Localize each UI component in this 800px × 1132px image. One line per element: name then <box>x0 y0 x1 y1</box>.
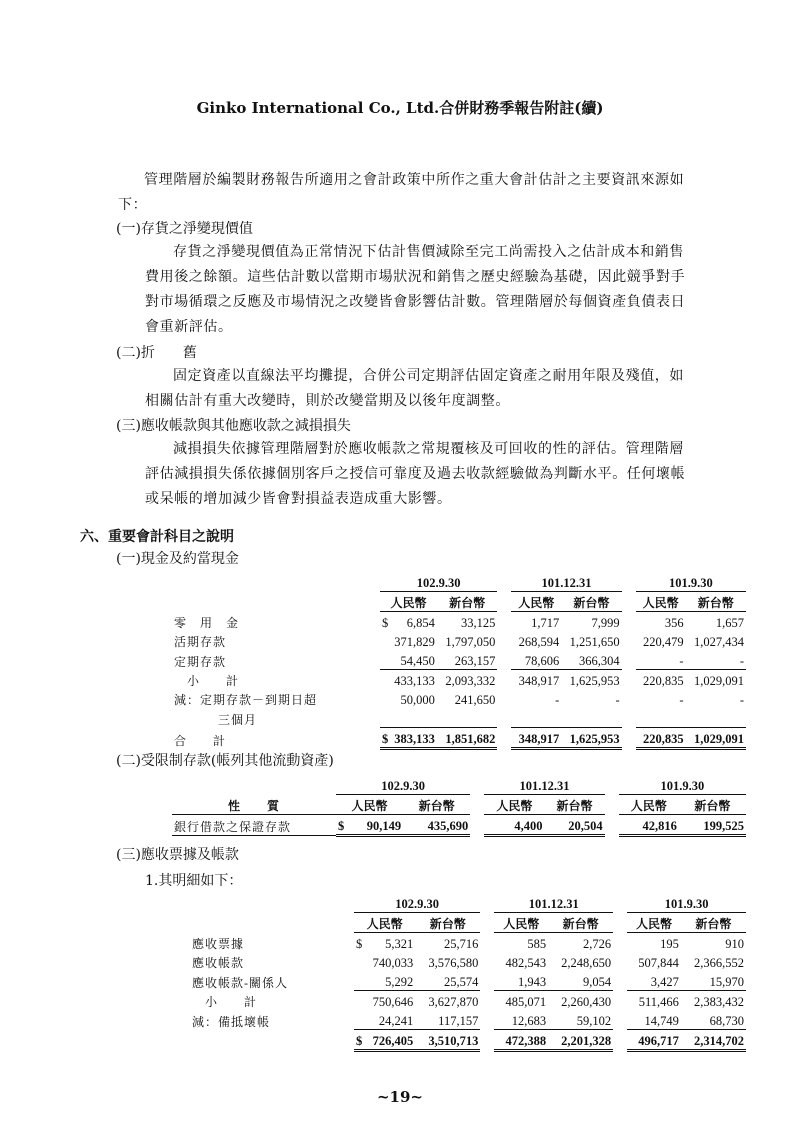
cell-value: 50,000 <box>400 693 435 707</box>
cell-value: 241,650 <box>454 693 496 707</box>
body-line: 對市場循環之反應及市場情況之改變皆會影響估計數。管理階層於每個資產負債表日 <box>145 294 686 310</box>
cell-value: 726,405 <box>372 1034 414 1048</box>
cell-value: 3,627,870 <box>428 995 479 1009</box>
cell-value: - <box>555 693 560 707</box>
cell-value: 20,504 <box>544 815 604 836</box>
row-label: 小 計 <box>174 674 240 688</box>
cash-heading: (一)現金及約當現金 <box>116 551 239 567</box>
cell-value: 5,292 <box>354 971 415 991</box>
cell-value: 59,102 <box>548 1010 613 1030</box>
cell-value: 33,125 <box>460 616 496 630</box>
page-number: ~19~ <box>376 1088 423 1106</box>
row-label: 三個月 <box>218 712 258 727</box>
cell-value: 511,466 <box>638 995 679 1009</box>
currency-header: 新台幣 <box>681 913 746 933</box>
currency-header: 新台幣 <box>679 795 746 815</box>
cell-value: - <box>686 650 746 670</box>
period-header: 101.9.30 <box>636 572 746 592</box>
cell-value: - <box>739 693 744 707</box>
cell-value: 2,201,328 <box>548 1030 613 1051</box>
currency-header: 人民幣 <box>380 592 437 612</box>
cell-value: 1,943 <box>494 971 548 991</box>
currency-header: 新台幣 <box>403 795 470 815</box>
report-title: Ginko International Co., Ltd.合併財務季報告附註(續) <box>196 99 604 117</box>
period-header: 102.9.30 <box>354 893 480 913</box>
cell-value: 750,646 <box>372 995 414 1009</box>
cell-value: 371,829 <box>394 635 435 649</box>
currency-header: 新台幣 <box>548 913 613 933</box>
receivables-subheading: 1.其明細如下： <box>145 873 243 889</box>
currency-header: 人民幣 <box>336 795 403 815</box>
cell-value: 366,304 <box>561 650 621 670</box>
cell-value: 4,400 <box>484 815 544 836</box>
cell-value: 507,844 <box>638 956 679 970</box>
cell-value: 2,726 <box>583 937 612 951</box>
dollar-sign: $ <box>382 732 389 746</box>
table-header-currencies <box>172 913 746 933</box>
table-row <box>172 952 746 971</box>
currency-header: 人民幣 <box>494 913 548 933</box>
cell-value: 496,717 <box>627 1030 681 1051</box>
cell-value: 910 <box>725 937 744 951</box>
cell-value: 1,027,434 <box>694 635 744 649</box>
cell-value: 1,625,953 <box>561 728 621 749</box>
table-row <box>172 933 746 953</box>
cell-value: 220,835 <box>642 674 684 688</box>
period-header: 101.12.31 <box>484 775 604 795</box>
receivables-heading: (三)應收票據及帳款 <box>116 847 239 863</box>
row-label <box>172 1030 354 1051</box>
dollar-sign: $ <box>382 616 389 630</box>
part-six-heading: 六、重要會計科目之說明 <box>80 529 234 545</box>
cell-value: 3,576,580 <box>428 956 479 970</box>
section-body-impairment <box>145 437 685 512</box>
cell-value: 383,133 <box>394 732 435 746</box>
currency-header: 人民幣 <box>354 913 415 933</box>
cell-value: 1,851,682 <box>437 728 497 749</box>
currency-header: 人民幣 <box>627 913 681 933</box>
table-header-currencies <box>172 592 746 612</box>
row-label: 定期存款 <box>174 654 227 669</box>
cell-value: 199,525 <box>679 815 746 836</box>
cell-value: 1,717 <box>531 616 560 630</box>
body-line: 費用後之餘額。這些估計數以當期市場狀況和銷售之歷史經驗為基礎，因此競爭對手 <box>145 269 686 285</box>
cell-value: 485,071 <box>505 995 547 1009</box>
cell-value: 195 <box>660 937 679 951</box>
period-header: 102.9.30 <box>336 775 470 795</box>
body-line: 減損損失依據管理階層對於應收帳款之常規覆核及可回收的性的評估。管理階層 <box>173 441 684 457</box>
body-line: 固定資產以直線法平均攤提，合併公司定期評估固定資產之耐用年限及殘值，如 <box>173 368 684 384</box>
table-row <box>172 689 746 708</box>
cell-value: 2,093,332 <box>445 674 496 688</box>
table-row-total <box>172 728 746 749</box>
row-label: 銀行借款之保證存款 <box>172 815 336 836</box>
cell-value: 12,683 <box>494 1010 548 1030</box>
cell-value: 1,657 <box>715 616 744 630</box>
body-line: 或呆帳的增加減少皆會對損益表造成重大影響。 <box>145 491 452 507</box>
nature-header: 性 質 <box>172 795 336 815</box>
row-label: 應收票據 <box>192 937 245 951</box>
table-header-currencies <box>172 795 746 815</box>
cell-value: 3,510,713 <box>415 1030 480 1051</box>
currency-header: 新台幣 <box>437 592 497 612</box>
section-heading-impairment: (三)應收帳款與其他應收款之減損損失 <box>116 418 351 434</box>
section-heading-depreciation: (二)折 舊 <box>116 345 197 361</box>
cell-value: 1,625,953 <box>569 674 620 688</box>
currency-header: 新台幣 <box>686 592 746 612</box>
intro-paragraph <box>118 168 684 218</box>
cell-value: 1,029,091 <box>694 674 744 688</box>
table-row <box>172 670 746 690</box>
cell-value: 117,157 <box>415 1010 480 1030</box>
table-row <box>172 612 746 632</box>
currency-header: 人民幣 <box>511 592 561 612</box>
cell-value: 220,835 <box>636 728 686 749</box>
cell-value: 15,970 <box>681 971 746 991</box>
row-label: 小 計 <box>192 995 258 1009</box>
dollar-sign: $ <box>338 819 345 833</box>
cell-value: 2,366,552 <box>694 956 744 970</box>
intro-line: 下： <box>118 197 148 213</box>
intro-line: 管理階層於編製財務報告所適用之會計政策中所作之重大會計估計之主要資訊來源如 <box>144 172 685 188</box>
cell-value: 78,606 <box>511 650 561 670</box>
dollar-sign: $ <box>356 1034 363 1048</box>
currency-header: 新台幣 <box>544 795 604 815</box>
cell-value: 90,149 <box>366 819 402 833</box>
cell-value: 6,854 <box>406 616 435 630</box>
body-line: 存貨之淨變現價值為正常情況下估計售價減除至完工尚需投入之估計成本和銷售 <box>173 244 684 260</box>
section-body-inventory <box>145 240 685 340</box>
cell-value: 220,479 <box>642 635 684 649</box>
cell-value: - <box>679 693 684 707</box>
cell-value: 2,260,430 <box>561 995 612 1009</box>
cell-value: 14,749 <box>627 1010 681 1030</box>
row-label: 應收帳款-關係人 <box>192 975 288 990</box>
cell-value: 1,251,650 <box>569 635 620 649</box>
table-header-periods <box>172 893 746 913</box>
row-label: 減：定期存款－到期日超 <box>174 693 318 707</box>
body-line: 相關估計有重大改變時，則於改變當期及以後年度調整。 <box>145 393 510 409</box>
cell-value: 5,321 <box>385 937 414 951</box>
table-row <box>172 971 746 991</box>
cell-value: 68,730 <box>681 1010 746 1030</box>
body-line: 評估減損損失係依據個別客戶之授信可靠度及過去收款經驗做為判斷水平。任何壞帳 <box>145 466 686 482</box>
cell-value: - <box>615 693 620 707</box>
cell-value: 24,241 <box>354 1010 415 1030</box>
restricted-table <box>172 775 746 837</box>
cell-value: 42,816 <box>619 815 679 836</box>
cell-value: 263,157 <box>437 650 497 670</box>
cell-value: 348,917 <box>511 728 561 749</box>
section-body-depreciation <box>145 364 684 414</box>
table-row-total <box>172 1030 746 1051</box>
period-header: 101.9.30 <box>627 893 746 913</box>
cell-value: 2,314,702 <box>681 1030 746 1051</box>
period-header: 102.9.30 <box>380 572 497 592</box>
cell-value: 25,716 <box>443 937 479 951</box>
table-row <box>172 991 746 1011</box>
row-label: 零 用 金 <box>174 616 240 630</box>
table-row <box>172 708 746 728</box>
table-row <box>172 631 746 650</box>
currency-header: 新台幣 <box>561 592 621 612</box>
cell-value: 482,543 <box>505 956 547 970</box>
cell-value: 472,388 <box>494 1030 548 1051</box>
receivables-table <box>172 893 746 1052</box>
currency-header: 人民幣 <box>636 592 686 612</box>
table-row <box>172 1010 746 1030</box>
dollar-sign: $ <box>356 937 363 951</box>
currency-header: 人民幣 <box>484 795 544 815</box>
cell-value: - <box>636 650 686 670</box>
cell-value: 1,797,050 <box>445 635 496 649</box>
table-header-periods <box>172 572 746 592</box>
cell-value: 54,450 <box>380 650 437 670</box>
currency-header: 新台幣 <box>415 913 480 933</box>
cell-value: 3,427 <box>627 971 681 991</box>
period-header: 101.12.31 <box>511 572 621 592</box>
cell-value: 1,029,091 <box>686 728 746 749</box>
cell-value: 348,917 <box>518 674 560 688</box>
cell-value: 9,054 <box>548 971 613 991</box>
body-line: 會重新評估。 <box>145 319 233 335</box>
cell-value: 435,690 <box>403 815 470 836</box>
row-label: 活期存款 <box>174 635 227 649</box>
table-row <box>172 650 746 670</box>
cell-value: 2,248,650 <box>561 956 612 970</box>
cell-value: 356 <box>664 616 684 630</box>
cell-value: 7,999 <box>591 616 620 630</box>
cash-table <box>172 572 746 750</box>
cell-value: 740,033 <box>372 956 414 970</box>
table-header-periods <box>172 775 746 795</box>
cell-value: 433,133 <box>394 674 435 688</box>
restricted-heading: (二)受限制存款(帳列其他流動資產) <box>116 753 334 769</box>
cell-value: 25,574 <box>415 971 480 991</box>
table-row-total <box>172 815 746 836</box>
cell-value: 585 <box>527 937 547 951</box>
period-header: 101.9.30 <box>619 775 746 795</box>
cell-value: 2,383,432 <box>694 995 744 1009</box>
period-header: 101.12.31 <box>494 893 613 913</box>
row-label: 應收帳款 <box>192 956 245 970</box>
currency-header: 人民幣 <box>619 795 679 815</box>
section-heading-inventory: (一)存貨之淨變現價值 <box>116 221 253 237</box>
cell-value: 268,594 <box>518 635 560 649</box>
row-label: 合 計 <box>174 733 227 748</box>
row-label: 減：備抵壞帳 <box>192 1014 271 1029</box>
